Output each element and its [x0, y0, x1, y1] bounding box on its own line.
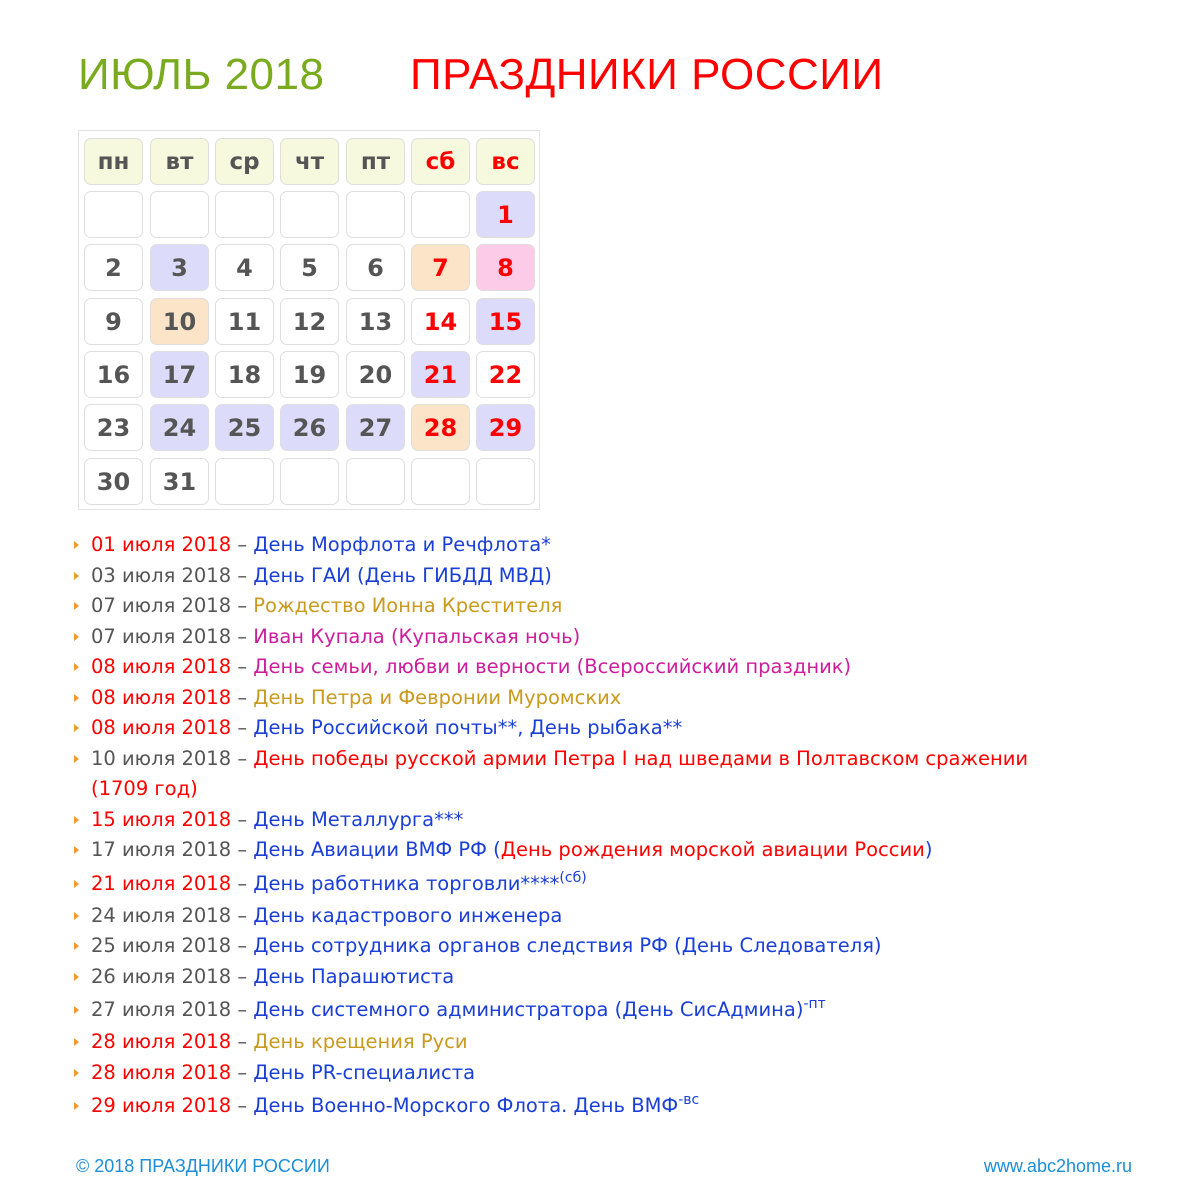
bullet-arrow-icon — [74, 880, 79, 888]
weekday-header: чт — [280, 138, 339, 185]
holiday-dash: – — [237, 655, 248, 678]
holiday-dash: – — [237, 685, 248, 709]
calendar-day[interactable]: 1 — [476, 191, 535, 238]
holiday-item — [74, 869, 1084, 899]
calendar-empty-cell — [215, 458, 274, 505]
holiday-name: День Военно-Морского Флота. День ВМФ — [253, 1094, 679, 1117]
holiday-date: 15 июля 2018 — [91, 807, 232, 831]
holiday-date: 28 июля 2018 — [91, 1060, 232, 1084]
holiday-dash: – — [237, 716, 248, 739]
holiday-name: Рождество Ионна Крестителя — [253, 594, 563, 617]
calendar-day[interactable]: 30 — [84, 458, 143, 505]
holiday-dash: – — [237, 594, 248, 617]
holiday-dash: – — [237, 746, 248, 770]
holiday-dash: – — [237, 1094, 248, 1117]
holiday-date: 08 июля 2018 — [91, 655, 232, 678]
holiday-name: День системного администратора (День СисАдмина) — [253, 998, 804, 1021]
holiday-dash: – — [237, 1030, 248, 1053]
holiday-name: Иван Купала (Купальская ночь) — [253, 624, 581, 648]
footer-site-link[interactable]: www.abc2home.ru — [983, 1156, 1132, 1176]
holiday-note: -вс — [678, 1092, 700, 1108]
holiday-note: (сб) — [559, 869, 587, 886]
calendar-empty-cell — [215, 191, 274, 238]
holiday-item — [74, 591, 1084, 622]
calendar-empty-cell — [280, 191, 339, 238]
calendar-day[interactable]: 10 — [150, 298, 209, 345]
holiday-name: День Металлурга*** — [253, 807, 464, 831]
calendar-empty-cell — [150, 191, 209, 238]
holiday-dash: – — [237, 871, 248, 895]
bullet-arrow-icon — [74, 973, 79, 981]
bullet-arrow-icon — [74, 572, 79, 580]
bullet-arrow-icon — [74, 602, 79, 610]
calendar-empty-cell — [476, 458, 535, 505]
holiday-date: 26 июля 2018 — [91, 964, 232, 988]
bullet-arrow-icon — [74, 724, 79, 732]
calendar-day[interactable]: 31 — [150, 458, 209, 505]
calendar-empty-cell — [411, 458, 470, 505]
holiday-dash: – — [237, 964, 248, 988]
holiday-item — [74, 652, 1084, 683]
holiday-date: 28 июля 2018 — [91, 1030, 232, 1053]
calendar-day[interactable]: 21 — [411, 351, 470, 398]
holiday-item — [74, 962, 1084, 993]
calendar-day[interactable]: 11 — [215, 298, 274, 345]
holiday-dash: – — [237, 563, 248, 587]
calendar-day[interactable]: 28 — [411, 404, 470, 451]
holiday-item — [74, 995, 1084, 1025]
holiday-date: 03 июля 2018 — [91, 563, 232, 587]
holiday-item — [74, 530, 1084, 561]
holiday-date: 01 июля 2018 — [91, 533, 232, 556]
holiday-date: 21 июля 2018 — [91, 871, 232, 895]
holiday-dash: – — [237, 807, 248, 831]
holiday-name: День Морфлота и Речфлота* — [253, 533, 551, 556]
calendar-day[interactable]: 23 — [84, 404, 143, 451]
bullet-arrow-icon — [74, 755, 79, 763]
holiday-name: ) — [924, 838, 933, 861]
holiday-name: День победы русской армии Петра I над шведами в Полтавском сражении (1709 год) — [91, 746, 1029, 800]
holiday-item — [74, 931, 1084, 962]
holiday-name: День семьи, любви и верности (Всероссийский праздник) — [253, 655, 852, 678]
holiday-dash: – — [237, 934, 248, 957]
holiday-dash: – — [237, 998, 248, 1021]
holiday-date: 07 июля 2018 — [91, 594, 232, 617]
holiday-name: День Российской почты**, День рыбака** — [253, 716, 683, 739]
bullet-arrow-icon — [74, 541, 79, 549]
holiday-name: День Петра и Февронии Муромских — [253, 685, 622, 709]
holiday-name: День Авиации ВМФ РФ ( — [253, 838, 501, 861]
calendar-day[interactable]: 12 — [280, 298, 339, 345]
weekday-header: ср — [215, 138, 274, 185]
bullet-arrow-icon — [74, 942, 79, 950]
calendar-empty-cell — [280, 458, 339, 505]
bullet-arrow-icon — [74, 1069, 79, 1077]
bullet-arrow-icon — [74, 694, 79, 702]
calendar-day[interactable]: 14 — [411, 298, 470, 345]
calendar-day[interactable]: 13 — [346, 298, 405, 345]
holiday-date: 27 июля 2018 — [91, 998, 232, 1021]
holiday-note: -пт — [803, 996, 826, 1012]
weekday-header: пн — [84, 138, 143, 185]
bullet-arrow-icon — [74, 912, 79, 920]
bullet-arrow-icon — [74, 1102, 79, 1110]
weekday-header: сб — [411, 138, 470, 185]
calendar-empty-cell — [411, 191, 470, 238]
holiday-item — [74, 561, 1084, 592]
holiday-name: День рождения морской авиации России — [500, 838, 925, 861]
calendar-day[interactable]: 16 — [84, 351, 143, 398]
bullet-arrow-icon — [74, 816, 79, 824]
calendar-day[interactable]: 29 — [476, 404, 535, 451]
holiday-name: День крещения Руси — [253, 1030, 468, 1053]
calendar-day[interactable]: 20 — [346, 351, 405, 398]
calendar-day[interactable]: 22 — [476, 351, 535, 398]
calendar-day[interactable]: 9 — [84, 298, 143, 345]
holiday-dash: – — [237, 533, 248, 556]
holiday-date: 25 июля 2018 — [91, 934, 232, 957]
holiday-item — [74, 622, 1084, 653]
calendar-day[interactable]: 6 — [346, 244, 405, 291]
month-title: ИЮЛЬ 2018 — [78, 50, 325, 99]
holiday-dash: – — [237, 1060, 248, 1084]
calendar-day[interactable]: 17 — [150, 351, 209, 398]
holiday-item — [74, 713, 1084, 744]
calendar-day[interactable]: 25 — [215, 404, 274, 451]
weekday-header: пт — [346, 138, 405, 185]
holiday-item — [74, 901, 1084, 932]
bullet-arrow-icon — [74, 1006, 79, 1014]
bullet-arrow-icon — [74, 633, 79, 641]
holiday-list — [74, 530, 1084, 1123]
holiday-dash: – — [237, 838, 248, 861]
holiday-date: 07 июля 2018 — [91, 624, 232, 648]
holiday-date: 17 июля 2018 — [91, 838, 232, 861]
holiday-name: День ГАИ (День ГИБДД МВД) — [253, 563, 552, 587]
holiday-item — [74, 1058, 1084, 1089]
calendar-grid — [78, 130, 540, 510]
calendar-day[interactable]: 18 — [215, 351, 274, 398]
holiday-dash: – — [237, 903, 248, 927]
calendar-day[interactable]: 19 — [280, 351, 339, 398]
page-title: ПРАЗДНИКИ РОССИИ — [410, 50, 884, 99]
weekday-header: вт — [150, 138, 209, 185]
holiday-date: 29 июля 2018 — [91, 1094, 232, 1117]
holiday-item — [74, 805, 1084, 836]
calendar-empty-cell — [84, 191, 143, 238]
calendar-empty-cell — [346, 191, 405, 238]
calendar-empty-cell — [346, 458, 405, 505]
holiday-date: 10 июля 2018 — [91, 746, 232, 770]
holiday-name: День работника торговли**** — [253, 871, 560, 895]
holiday-item — [74, 835, 1084, 866]
calendar-day[interactable]: 3 — [150, 244, 209, 291]
holiday-date: 24 июля 2018 — [91, 903, 232, 927]
holiday-name: День Парашютиста — [253, 964, 455, 988]
holiday-item — [74, 1027, 1084, 1058]
calendar-day[interactable]: 26 — [280, 404, 339, 451]
holiday-item — [74, 1091, 1084, 1121]
footer-copyright: © 2018 ПРАЗДНИКИ РОССИИ — [76, 1156, 330, 1176]
bullet-arrow-icon — [74, 1038, 79, 1046]
holiday-item — [74, 683, 1084, 714]
weekday-header: вс — [476, 138, 535, 185]
calendar-day[interactable]: 8 — [476, 244, 535, 291]
holiday-item — [74, 744, 1084, 805]
calendar-day[interactable]: 4 — [215, 244, 274, 291]
bullet-arrow-icon — [74, 663, 79, 671]
calendar-day[interactable]: 27 — [346, 404, 405, 451]
bullet-arrow-icon — [74, 846, 79, 854]
holiday-date: 08 июля 2018 — [91, 716, 232, 739]
calendar-day[interactable]: 15 — [476, 298, 535, 345]
holiday-name: День PR-специалиста — [253, 1060, 476, 1084]
calendar-day[interactable]: 2 — [84, 244, 143, 291]
calendar-day[interactable]: 24 — [150, 404, 209, 451]
holiday-date: 08 июля 2018 — [91, 685, 232, 709]
calendar-day[interactable]: 7 — [411, 244, 470, 291]
holiday-name: День сотрудника органов следствия РФ (День Следователя) — [253, 934, 882, 957]
calendar-day[interactable]: 5 — [280, 244, 339, 291]
holiday-dash: – — [237, 624, 248, 648]
holiday-name: День кадастрового инженера — [253, 903, 563, 927]
